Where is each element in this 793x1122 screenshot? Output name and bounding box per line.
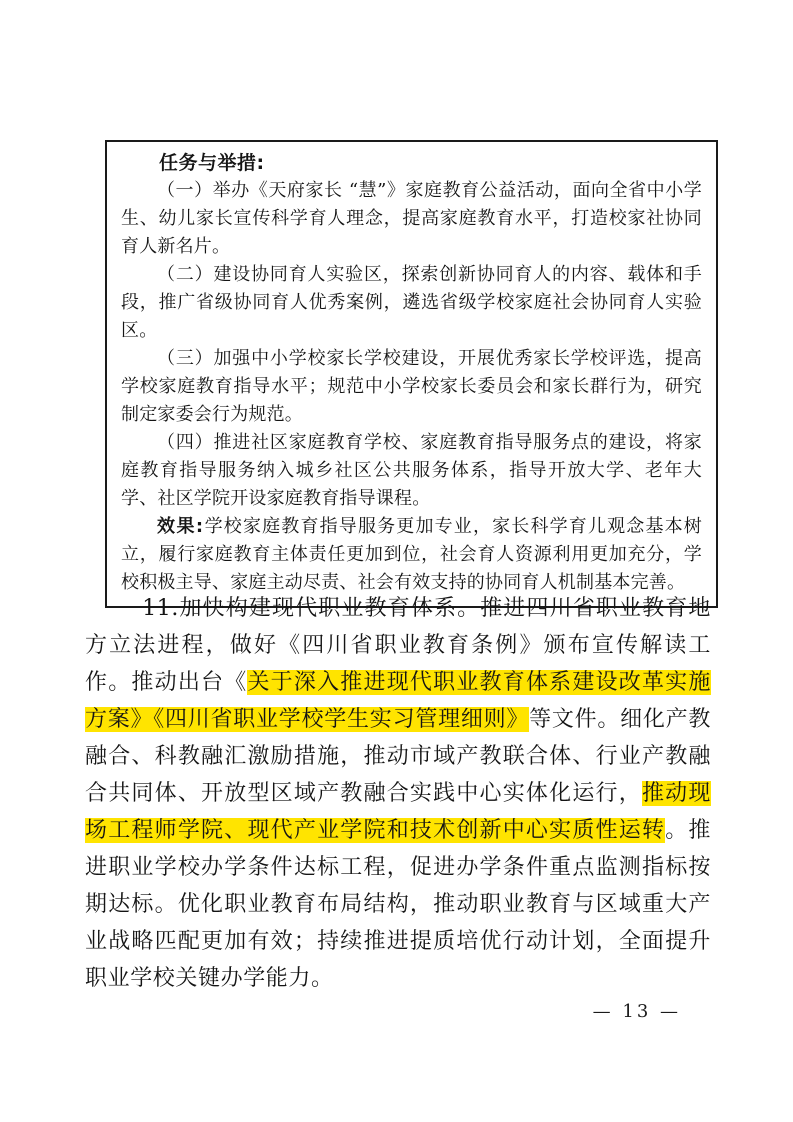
effect-paragraph xyxy=(121,513,702,597)
task-box-title-line xyxy=(121,149,702,177)
task-box xyxy=(105,140,718,608)
task-item-2: （二）建设协同育人实验区，探索创新协同育人的内容、载体和手段，推广省级协同育人优秀案例，遴选省级学校家庭社会协同育人实验区。 xyxy=(121,264,702,341)
task-item-3: （三）加强中小学校家长学校建设，开展优秀家长学校评选，提高学校家庭教育指导水平；规范中小学校家长委员会和家长群行为，研究制定家委会行为规范。 xyxy=(121,348,702,425)
paragraph-11 xyxy=(85,590,711,997)
body-text: 11.加快构建现代职业教育体系。推进四川省职业教育地方立法进程，做好《四川省职业教育条例》颁布宣传解读工作。推动出台《 xyxy=(85,596,711,695)
highlighted-text: 推动现场工程师学院、现代产业学院和技术创新中心实质性运转 xyxy=(85,781,711,843)
task-item-4: （四）推进社区家庭教育学校、家庭教育指导服务点的建设，将家庭教育指导服务纳入城乡社区公共服务体系，指导开放大学、老年大学、社区学院开设家庭教育指导课程。 xyxy=(121,432,702,509)
task-item-1: （一）举办《天府家长 “慧”》家庭教育公益活动，面向全省中小学生、幼儿家长宣传科学育人理念，提高家庭教育水平，打造校家社协同育人新名片。 xyxy=(121,180,702,257)
body-text: 。推进职业学校办学条件达标工程，促进办学条件重点监测指标按期达标。优化职业教育布局结构，推动职业教育与区域重大产业战略匹配更加有效；持续推进提质培优行动计划，全面提升职业学校关键办学能力。 xyxy=(85,818,711,991)
page-number: — 13 — xyxy=(592,1001,681,1022)
effect-label: 效果: xyxy=(157,516,204,537)
task-box-title: 任务与举措: xyxy=(159,152,265,174)
highlighted-text: 关于深入推进现代职业教育体系建设改革实施方案》《四川省职业学校学生实习管理细则》 xyxy=(85,670,711,732)
effect-text: 学校家庭教育指导服务更加专业，家长科学育儿观念基本树立，履行家庭教育主体责任更加到位，社会育人资源利用更加充分，学校积极主导、家庭主动尽责、社会有效支持的协同育人机制基本完善。 xyxy=(121,516,702,593)
body-text: 等文件。细化产教融合、科教融汇激励措施，推动市域产教联合体、行业产教融合共同体、开放型区域产教融合实践中心实体化运行， xyxy=(85,707,711,806)
